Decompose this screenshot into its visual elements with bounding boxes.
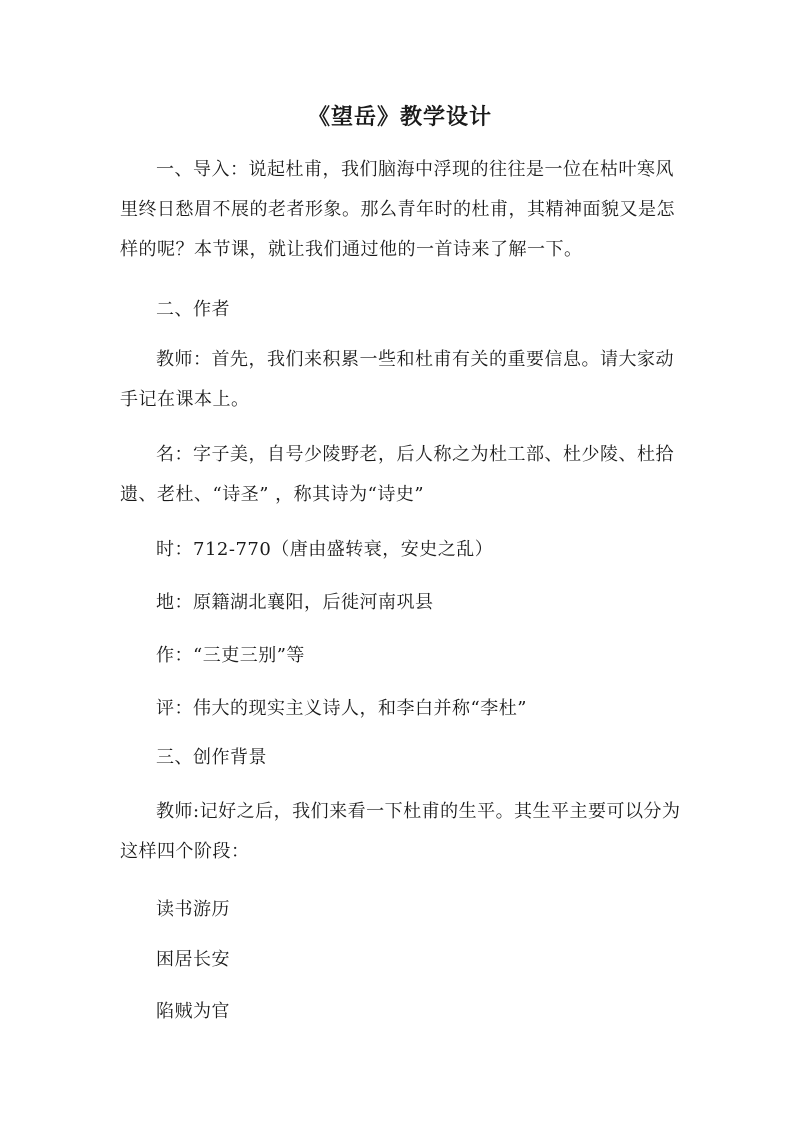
teacher-paragraph-author: 教师：首先，我们来积累一些和杜甫有关的重要信息。请大家动手记在课本上。 xyxy=(120,349,674,410)
intro-paragraph: 一、导入：说起杜甫，我们脑海中浮现的往往是一位在枯叶寒风里终日愁眉不展的老者形象。那么青年时的杜甫，其精神面貌又是怎样的呢？本节课，就让我们通过他的一首诗来了解一下。 xyxy=(120,159,675,260)
author-evaluation-note: 评：伟大的现实主义诗人，和李白并称“李杜” xyxy=(156,698,527,719)
life-stage-item: 困居长安 xyxy=(156,949,230,970)
document-title: 《望岳》教学设计 xyxy=(307,105,492,130)
life-stage-item: 读书游历 xyxy=(156,899,230,920)
author-works-note: 作：“三吏三别”等 xyxy=(156,645,305,666)
life-stage-item: 陷贼为官 xyxy=(156,1001,230,1022)
author-name-note: 名：字子美，自号少陵野老，后人称之为杜工部、杜少陵、杜拾遗、老杜、“诗圣” ，称其诗为“诗史” xyxy=(120,444,674,505)
teacher-paragraph-background: 教师:记好之后，我们来看一下杜甫的生平。其生平主要可以分为这样四个阶段： xyxy=(120,801,681,862)
section-heading-background: 三、创作背景 xyxy=(156,747,267,768)
author-time-note: 时：712-770（唐由盛转衰，安史之乱） xyxy=(156,539,494,560)
section-heading-author: 二、作者 xyxy=(156,299,230,320)
author-place-note: 地：原籍湖北襄阳，后徙河南巩县 xyxy=(156,592,434,613)
